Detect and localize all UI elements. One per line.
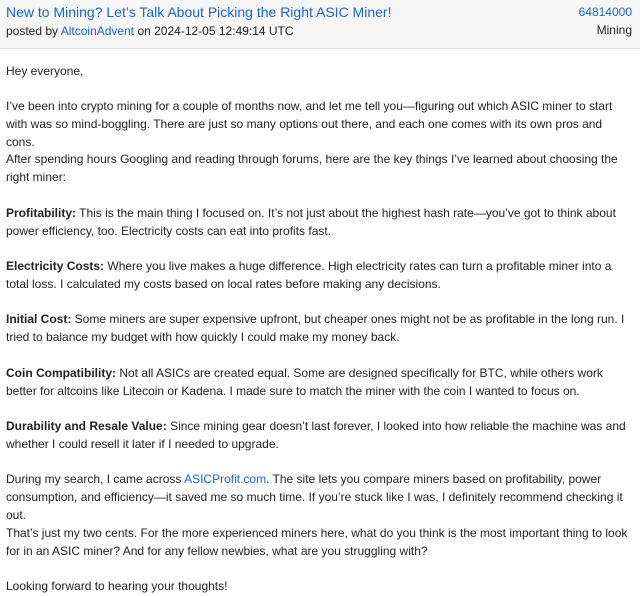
point-coin-compatibility xyxy=(6,364,632,400)
lead-in-paragraph: After spending hours Googling and reading through forums, here are the key things I’ve learned about choosing the right miner: xyxy=(6,152,618,184)
author-link[interactable]: AltcoinAdvent xyxy=(60,24,135,38)
post-timestamp: 2024-12-05 12:49:14 UTC xyxy=(154,24,294,38)
point-label: Profitability: xyxy=(6,206,77,220)
point-electricity-costs xyxy=(6,257,632,293)
post-category: Mining xyxy=(596,23,632,37)
point-profitability xyxy=(6,204,632,240)
point-text: Where you live makes a huge difference. High electricity rates can turn a profitable miner into a total loss. I calculated my costs based on local rates before making any decisions. xyxy=(6,259,612,291)
asicprofit-link[interactable]: ASICProfit.com xyxy=(184,472,267,486)
greeting-paragraph: Hey everyone, xyxy=(6,64,84,78)
search-text-after: . The site lets you compare miners based on profitability, power consumption, and efficiency—it saved me so much time. If you’re stuck like I was, I definitely recommend checking it out. xyxy=(6,472,623,522)
posted-on-label: on xyxy=(134,24,155,38)
post-title-link[interactable]: New to Mining? Let’s Talk About Picking the Right ASIC Miner! xyxy=(6,4,392,20)
post-header xyxy=(0,0,640,49)
point-label: Initial Cost: xyxy=(6,312,72,326)
point-label: Durability and Resale Value: xyxy=(6,419,167,433)
search-text-before: During my search, I came across xyxy=(6,472,185,486)
closing-paragraph: Looking forward to hearing your thoughts! xyxy=(6,579,228,593)
point-text: Not all ASICs are created equal. Some are designed specifically for BTC, while others work better for altcoins like Litecoin or Kadena. I made sure to match the miner with the coin I wanted to focus on. xyxy=(6,366,603,398)
point-label: Coin Compatibility: xyxy=(6,366,116,380)
intro-paragraph: I’ve been into crypto mining for a couple of months now, and let me tell you—figuring out which ASIC miner to start with was so mind-boggling. There are just so many options out there, and each one comes with its own pros and cons. xyxy=(6,99,613,149)
search-paragraph xyxy=(6,470,632,524)
question-paragraph: That’s just my two cents. For the more experienced miners here, what do you think is the most important thing to look for in an ASIC miner? And for any fellow newbies, what are you struggling with? xyxy=(6,526,628,558)
post-byline xyxy=(6,24,294,38)
point-label: Electricity Costs: xyxy=(6,259,105,273)
point-text: Since mining gear doesn’t last forever, I looked into how reliable the machine was and whether I could resell it later if I needed to upgrade. xyxy=(6,419,626,451)
point-initial-cost xyxy=(6,310,632,346)
posted-by-label: posted by xyxy=(6,24,61,38)
point-text: Some miners are super expensive upfront, but cheaper ones might not be as profitable in the long run. I tried to balance my budget with how quickly I could make my money back. xyxy=(6,312,625,344)
post-id-link[interactable]: 64814000 xyxy=(578,5,632,19)
point-durability-resale xyxy=(6,417,632,453)
point-text: This is the main thing I focused on. It’s not just about the highest hash rate—you’ve got to think about power efficiency, too. Electricity costs can eat into profits fast. xyxy=(6,206,616,238)
